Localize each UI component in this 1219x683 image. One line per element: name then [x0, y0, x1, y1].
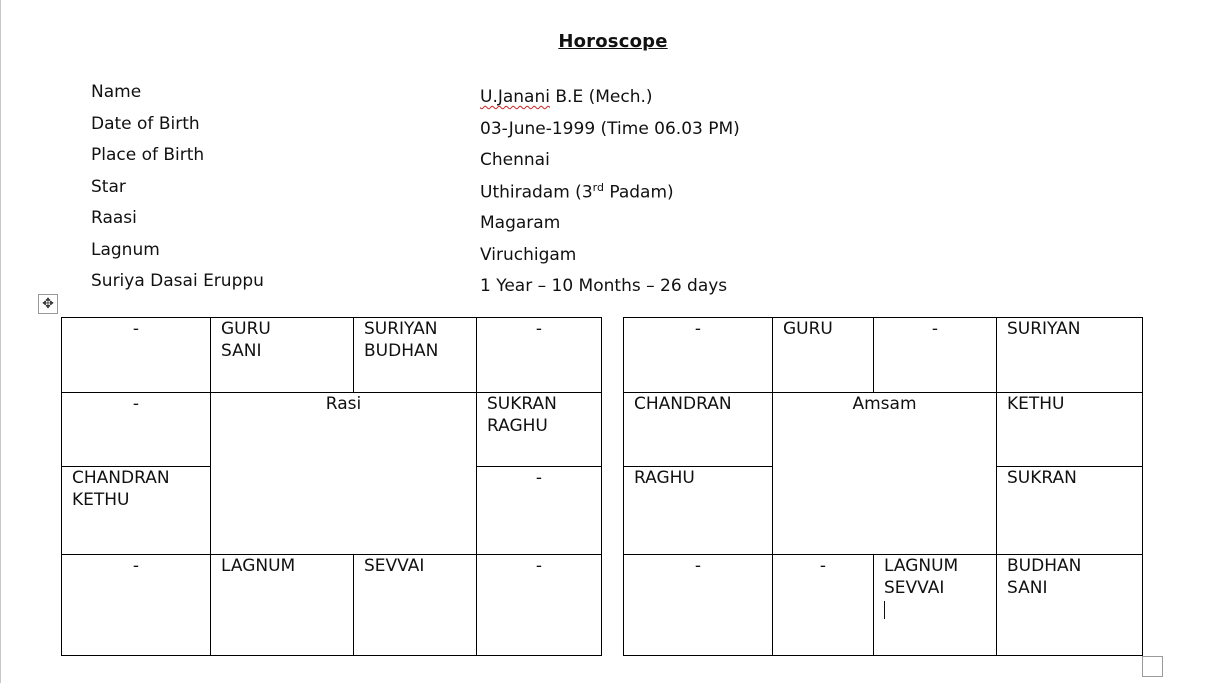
planet-label: - [931, 319, 939, 339]
amsam-house[interactable] [997, 555, 1143, 656]
planet-label: - [132, 556, 140, 576]
planet-label: - [819, 556, 827, 576]
amsam-house[interactable] [997, 318, 1143, 393]
spellcheck-word[interactable]: U.Janani [480, 87, 550, 107]
planet-label: KETHU [1007, 394, 1065, 414]
planet-label: SURIYAN [364, 319, 438, 339]
planet-label: RAGHU [487, 416, 548, 436]
planet-label: - [535, 319, 543, 339]
amsam-house[interactable] [997, 393, 1143, 467]
amsam-house[interactable] [997, 467, 1143, 555]
detail-label-lagnum: Lagnum [91, 240, 160, 260]
detail-value-star: Uthiradam (3rd Padam) [480, 181, 674, 203]
planet-label: BUDHAN [364, 341, 439, 361]
amsam-house[interactable] [773, 318, 874, 393]
rasi-house[interactable] [62, 555, 211, 656]
planet-label: SEVVAI [364, 556, 425, 576]
rasi-house[interactable] [477, 318, 602, 393]
detail-value-dob: 03-June-1999 (Time 06.03 PM) [480, 119, 740, 139]
detail-label-name: Name [91, 82, 142, 102]
detail-label-star: Star [91, 177, 126, 197]
planet-label: - [694, 319, 702, 339]
table-move-handle-icon[interactable]: ✥ [38, 294, 58, 314]
rasi-house[interactable] [354, 318, 477, 393]
detail-value-raasi: Magaram [480, 213, 561, 233]
planet-label: BUDHAN [1007, 556, 1082, 576]
detail-value-lagnum: Viruchigam [480, 245, 577, 265]
planet-label: SURIYAN [1007, 319, 1081, 339]
detail-label-raasi: Raasi [91, 208, 137, 228]
planet-label: KETHU [72, 490, 130, 510]
planet-label: LAGNUM [221, 556, 296, 576]
amsam-house[interactable] [624, 467, 773, 555]
planet-label: RAGHU [634, 468, 695, 488]
page-left-edge [0, 0, 1, 683]
detail-value-name: U.Janani B.E (Mech.) [480, 87, 653, 107]
rasi-house[interactable] [354, 555, 477, 656]
planet-label: SANI [221, 341, 262, 361]
detail-value-dasai: 1 Year – 10 Months – 26 days [480, 276, 728, 296]
planet-label: - [132, 394, 140, 414]
planet-label: LAGNUM [884, 556, 959, 576]
planet-label: - [132, 319, 140, 339]
rasi-house[interactable] [477, 393, 602, 467]
page-title: Horoscope [558, 31, 668, 52]
planet-label: SUKRAN [1007, 468, 1077, 488]
rasi-center-label: Rasi [211, 393, 477, 555]
amsam-house[interactable] [773, 555, 874, 656]
amsam-house[interactable] [624, 555, 773, 656]
amsam-house-cursor[interactable] [874, 555, 997, 656]
planet-label: SEVVAI [884, 578, 945, 598]
rasi-house[interactable] [62, 393, 211, 467]
detail-label-place: Place of Birth [91, 145, 205, 165]
planet-label: - [535, 556, 543, 576]
rasi-house[interactable] [211, 318, 354, 393]
detail-label-dasai: Suriya Dasai Eruppu [91, 271, 264, 291]
planet-label: GURU [783, 319, 833, 339]
planet-label: - [535, 468, 543, 488]
table-resize-handle[interactable] [1142, 656, 1163, 677]
amsam-center-label: Amsam [773, 393, 997, 555]
amsam-house[interactable] [874, 318, 997, 393]
rasi-house[interactable] [477, 467, 602, 555]
amsam-chart [623, 317, 1143, 656]
rasi-house[interactable] [62, 318, 211, 393]
rasi-chart [61, 317, 602, 656]
rasi-house[interactable] [477, 555, 602, 656]
text-cursor [884, 601, 885, 619]
detail-label-dob: Date of Birth [91, 114, 200, 134]
planet-label: SUKRAN [487, 394, 557, 414]
planet-label: SANI [1007, 578, 1048, 598]
planet-label: CHANDRAN [634, 394, 732, 414]
planet-label: - [694, 556, 702, 576]
amsam-house[interactable] [624, 318, 773, 393]
amsam-house[interactable] [624, 393, 773, 467]
planet-label: CHANDRAN [72, 468, 170, 488]
rasi-house[interactable] [62, 467, 211, 555]
detail-value-place: Chennai [480, 150, 550, 170]
rasi-house[interactable] [211, 555, 354, 656]
planet-label: GURU [221, 319, 271, 339]
